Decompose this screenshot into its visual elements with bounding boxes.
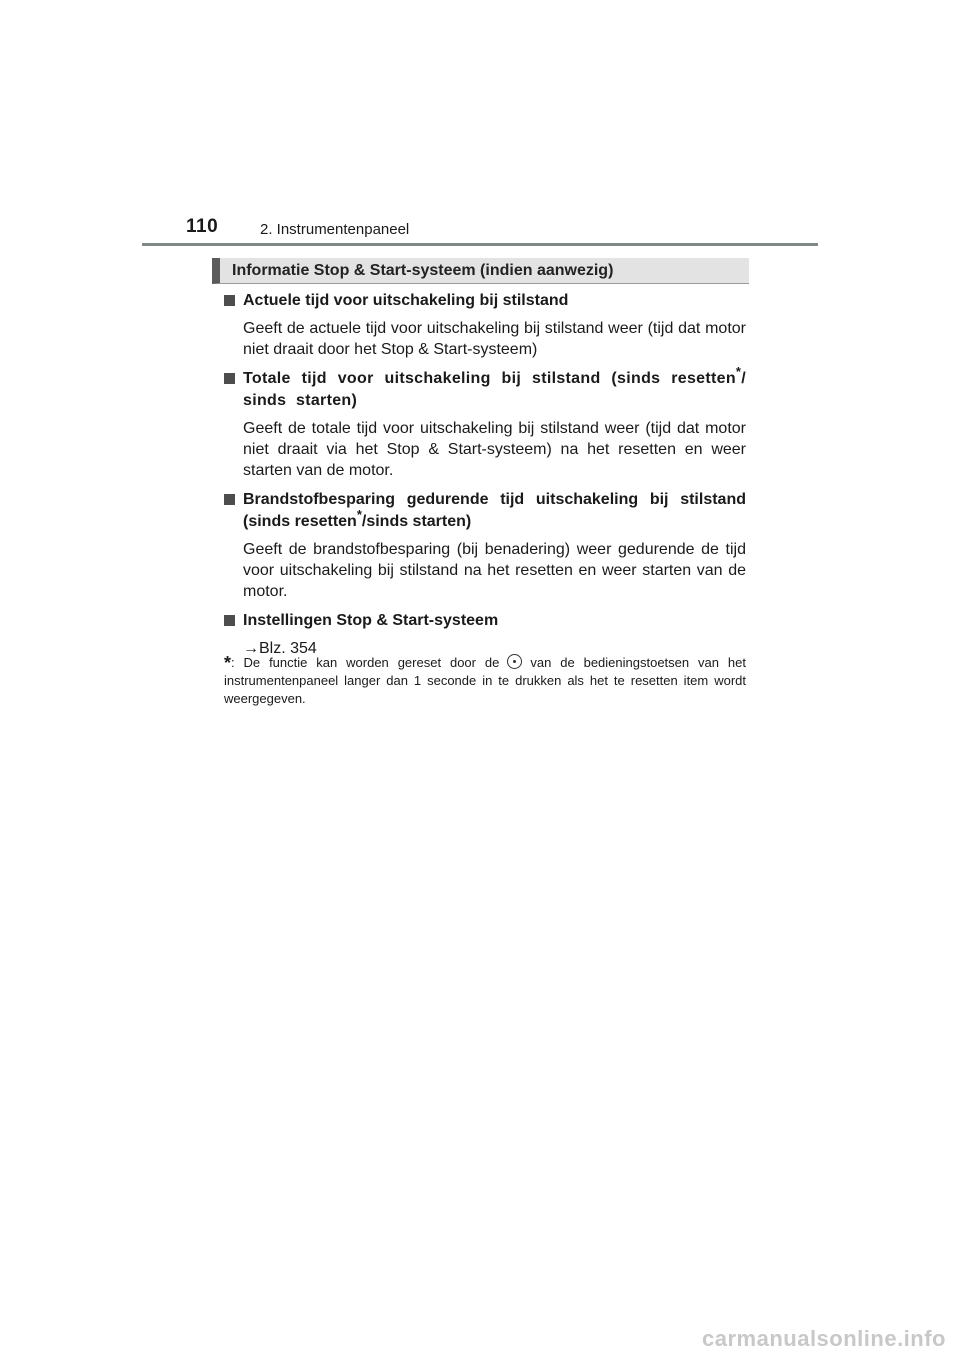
footnote-text: : De functie kan worden gereset door de [231,655,500,670]
list-item [224,610,746,659]
list-item [224,364,746,481]
item-heading-text: / sinds starten) [243,370,746,409]
item-body: Geeft de actuele tijd voor uitschakeling bij stilstand weer (tijd dat motor niet draait door het Stop & Start-systeem) [243,320,746,358]
item-heading [224,489,746,533]
page-number: 110 [186,216,219,237]
item-heading [224,290,746,312]
list-item [224,489,746,602]
section-header [212,258,749,284]
watermark: carmanualsonline.info [702,1326,946,1351]
section-title: Informatie Stop & Start-systeem (indien aanwezig) [232,262,614,279]
item-heading-text: /sinds starten) [361,513,472,530]
chapter-title: 2. Instrumentenpaneel [260,221,410,238]
arrow-right-icon: → [243,640,259,657]
item-body: Geeft de brandstofbesparing (bij benadering) weer gedurende de tijd voor uitschakeling bij stilstand na het resetten en weer starten van de motor. [243,541,746,600]
footnote [224,654,746,708]
footnote-marker: * [735,364,742,379]
footnote-text: van de bedieningstoetsen van het instrumentenpaneel langer dan 1 seconde in te drukken als het te resetten item wordt weergegeven. [224,655,746,706]
item-heading-text: Actuele tijd voor uitschakeling bij stilstand [243,292,569,309]
page-reference-link[interactable]: Blz. 354 [259,640,317,657]
item-body: Geeft de totale tijd voor uitschakeling bij stilstand weer (tijd dat motor niet draait via het Stop & Start-systeem) na het resetten en weer starten van de motor. [243,420,746,479]
item-heading-text: Totale tijd voor uitschakeling bij stilstand (sinds resetten [243,370,736,387]
item-heading-text: Instellingen Stop & Start-systeem [243,612,499,629]
dot-button-icon [507,654,522,669]
footnote-marker: * [224,653,232,673]
item-heading [224,364,746,412]
list-item [224,290,746,360]
square-bullet-icon [224,494,235,505]
square-bullet-icon [224,373,235,384]
footnote-marker: * [356,507,362,522]
item-heading-text: Brandstofbesparing gedurende tijd uitschakeling bij stilstand (sinds resetten [243,491,746,530]
square-bullet-icon [224,615,235,626]
item-heading [224,610,746,632]
header-divider [142,243,818,246]
content [224,290,746,659]
square-bullet-icon [224,295,235,306]
